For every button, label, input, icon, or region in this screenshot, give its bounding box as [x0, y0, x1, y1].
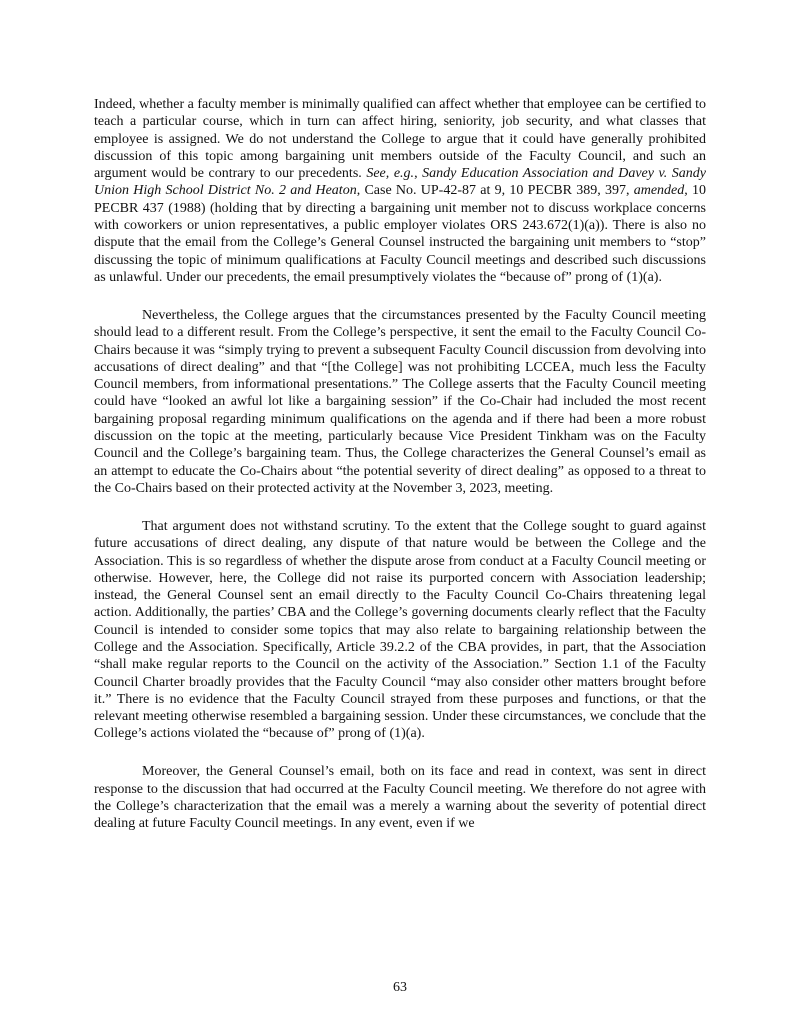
- paragraph-1: [94, 96, 706, 286]
- text-segment: , Case No. UP-42-87 at 9, 10 PECBR 389, 397,: [356, 183, 634, 199]
- paragraph-3: [94, 518, 706, 743]
- italic-text-segment: amended: [633, 183, 685, 199]
- paragraph-4: [94, 763, 706, 832]
- text-segment: Nevertheless, the College argues that the circumstances presented by the Faculty Council meeting should lead to a different result. From the College’s perspective, it sent the email to the Faculty Council Co-Chairs because it was “simply trying to prevent a subsequent Faculty Council discussion from devolving into accusations of direct dealing” and that “[the College] was not prohibiting LCCEA, much less the Faculty Council members, from informational presentations.” The College asserts that the Faculty Council meeting could have “looked an awful lot like a bargaining session” if the Co-Chair had included the most recent bargaining proposal regarding minimum qualifications on the agenda and if there had been a more robust discussion on the topic at the meeting, particularly because Vice President Tinkham was on the Faculty Council and the College’s bargaining team. Thus, the College characterizes the General Counsel’s email as an attempt to educate the Co-Chairs about “the potential severity of direct dealing” as opposed to a threat to the Co-Chairs based on their protected activity at the November 3, 2023, meeting.: [94, 307, 706, 496]
- page-number: 63: [393, 980, 407, 995]
- paragraph-2: [94, 307, 706, 497]
- text-segment: That argument does not withstand scrutiny. To the extent that the College sought to guard against future accusations of direct dealing, any dispute of that nature would be between the College and the Association. This is so regardless of whether the dispute arose from conduct at a Faculty Council meeting or otherwise. However, here, the College did not raise its purported concern with Association leadership; instead, the General Counsel sent an email directly to the Faculty Council Co-Chairs threatening legal action. Additionally, the parties’ CBA and the College’s governing documents clearly reflect that the Faculty Council is intended to consider some topics that may also relate to bargaining relationship between the College and the Association. Specifically, Article 39.2.2 of the CBA provides, in part, that the Association “shall make regular reports to the Council on the activity of the Association.” Section 1.1 of the Faculty Council Charter broadly provides that the Faculty Council “may also consider other matters brought before it.” There is no evidence that the Faculty Council strayed from these purposes and functions, or that the relevant meeting otherwise resembled a bargaining session. Under these circumstances, we conclude that the College’s actions violated the “because of” prong of (1)(a).: [94, 518, 706, 742]
- italic-text-segment: Sandy Education Association and Davey v. Sandy Union High School District No. 2 and Heaton: [94, 166, 707, 199]
- text-segment: , 10 PECBR 437 (1988) (holding that by directing a bargaining unit member not to discuss workplace concerns with coworkers or union representatives, a public employer violates ORS 243.672(1)(a)). There is also no dispute that the email from the College’s General Counsel instructed the bargaining unit members to “stop” discussing the topic of minimum qualifications at Faculty Council meetings and described such discussions as unlawful. Under our precedents, the email presumptively violates the “because of” prong of (1)(a).: [94, 183, 707, 285]
- text-segment: Indeed, whether a faculty member is minimally qualified can affect whether that employee can be certified to teach a particular course, which in turn can affect hiring, seniority, job security, and what classes that employee is assigned. We do not understand the College to argue that it could have generally prohibited discussion of this topic among bargaining unit members outside of the Faculty Council, and such an argument would be contrary to our precedents.: [94, 97, 706, 182]
- text-segment: Moreover, the General Counsel’s email, both on its face and read in context, was sent in direct response to the discussion that had occurred at the Faculty Council meeting. We therefore do not agree with the College’s characterization that the email was a merely a warning about the severity of potential direct dealing at future Faculty Council meetings. In any event, even if we: [94, 764, 706, 832]
- text-segment: ,: [414, 166, 423, 182]
- italic-text-segment: See, e.g.: [366, 166, 415, 182]
